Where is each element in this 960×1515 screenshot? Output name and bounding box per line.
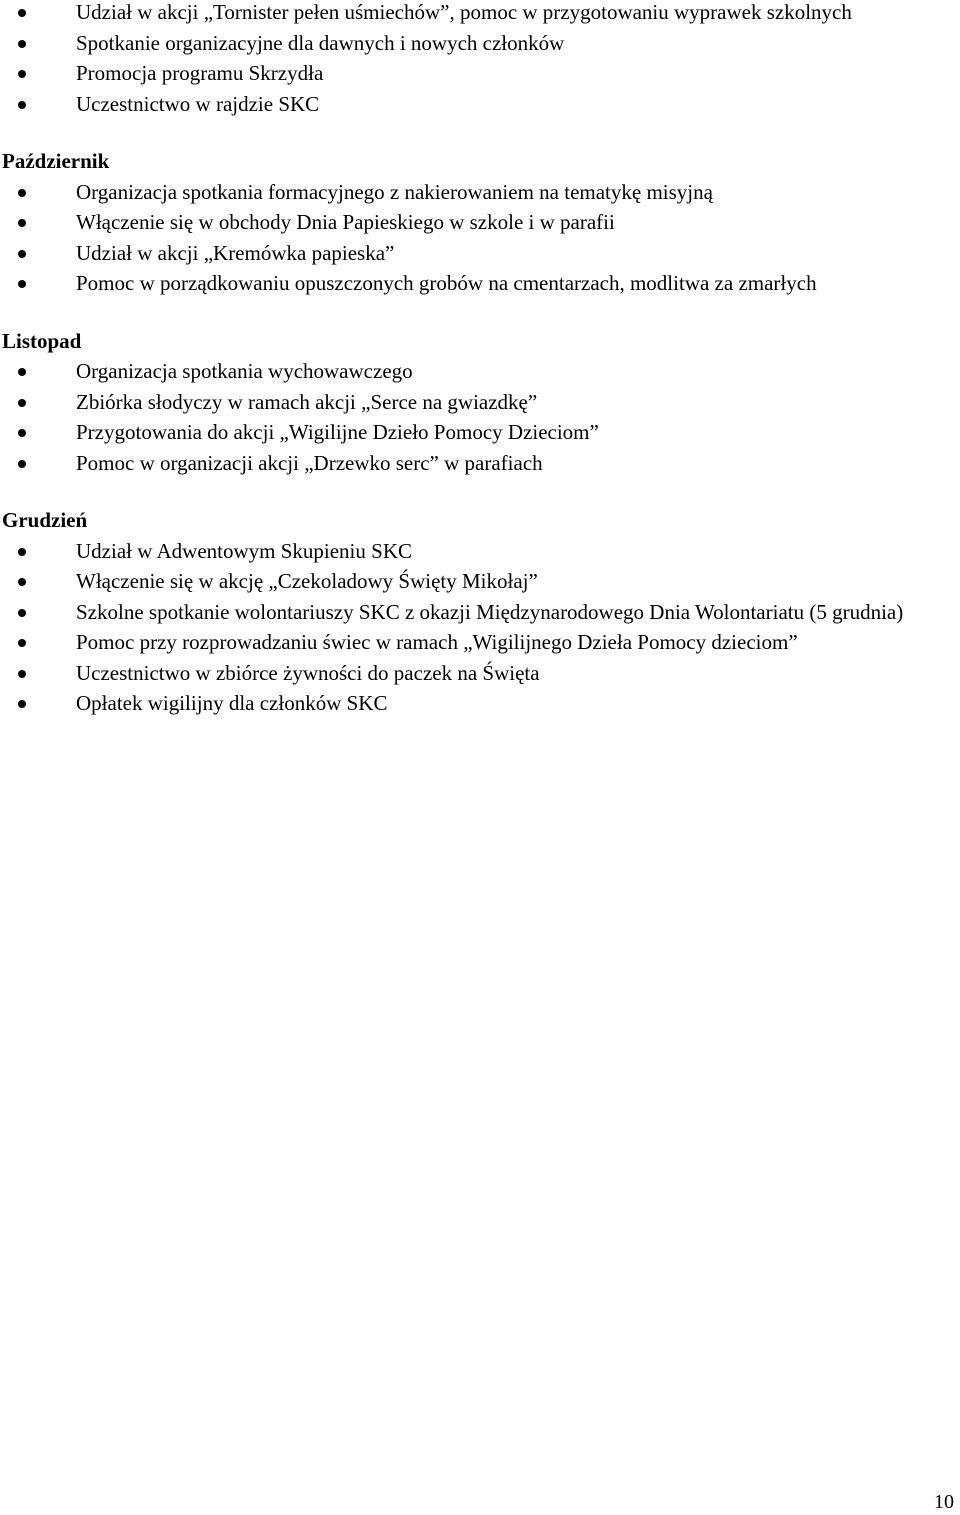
list-item xyxy=(0,58,960,89)
list-item xyxy=(0,207,960,238)
list-item xyxy=(0,356,960,387)
month-heading: Grudzień xyxy=(2,508,88,532)
activity-list xyxy=(0,356,960,478)
page-number: 10 xyxy=(934,1491,954,1513)
list-item-text: Organizacja spotkania formacyjnego z nakierowaniem na tematykę misyjną xyxy=(76,179,713,204)
month-heading: Listopad xyxy=(2,328,82,353)
bullet-icon xyxy=(18,250,26,258)
list-item xyxy=(0,177,960,208)
month-section-listopad xyxy=(0,326,960,479)
bullet-icon xyxy=(18,399,26,407)
list-item xyxy=(0,28,960,59)
list-item xyxy=(0,238,960,269)
list-item xyxy=(0,268,960,299)
bullet-icon xyxy=(18,460,26,468)
bullet-icon xyxy=(18,101,26,109)
list-item xyxy=(0,536,960,567)
list-item-text: Szkolne spotkanie wolontariuszy SKC z okazji Międzynarodowego Dnia Wolontariatu (5 grudnia) xyxy=(76,599,904,624)
month-section-pazdziernik xyxy=(0,146,960,299)
bullet-icon xyxy=(18,578,26,586)
list-item-text: Uczestnictwo w rajdzie SKC xyxy=(76,91,320,116)
bullet-icon xyxy=(18,670,26,678)
bullet-icon xyxy=(18,548,26,556)
bullet-icon xyxy=(18,9,26,17)
bullet-icon xyxy=(18,189,26,197)
list-item xyxy=(0,89,960,120)
list-item xyxy=(0,688,960,719)
bullet-icon xyxy=(18,70,26,78)
list-item xyxy=(0,566,960,597)
list-item xyxy=(0,417,960,448)
list-item-text: Udział w akcji „Tornister pełen uśmiechów”, pomoc w przygotowaniu wyprawek szkolnych xyxy=(76,0,852,24)
list-item xyxy=(0,448,960,479)
bullet-icon xyxy=(18,609,26,617)
list-item-text: Pomoc w organizacji akcji „Drzewko serc” w parafiach xyxy=(76,450,543,475)
list-item-text: Włączenie się w akcję „Czekoladowy Święty Mikołaj” xyxy=(76,569,538,593)
list-item xyxy=(0,658,960,689)
list-item-text: Pomoc przy rozprowadzaniu świec w ramach „Wigilijnego Dzieła Pomocy dzieciom” xyxy=(76,630,798,654)
month-heading: Październik xyxy=(2,149,110,173)
activity-list xyxy=(0,177,960,299)
list-item-text: Zbiórka słodyczy w ramach akcji „Serce na gwiazdkę” xyxy=(76,389,538,414)
list-item-text: Opłatek wigilijny dla członków SKC xyxy=(76,691,388,715)
sections-container xyxy=(0,0,960,719)
bullet-icon xyxy=(18,368,26,376)
list-item-text: Organizacja spotkania wychowawczego xyxy=(76,359,413,383)
bullet-icon xyxy=(18,280,26,288)
document-page xyxy=(0,0,960,719)
list-item xyxy=(0,627,960,658)
list-item-text: Uczestnictwo w zbiórce żywności do paczek na Święta xyxy=(76,660,540,685)
list-item-text: Pomoc w porządkowaniu opuszczonych grobów na cmentarzach, modlitwa za zmarłych xyxy=(76,271,817,295)
list-item-text: Przygotowania do akcji „Wigilijne Dzieło Pomocy Dzieciom” xyxy=(76,420,599,444)
bullet-icon xyxy=(18,219,26,227)
activity-list xyxy=(0,0,960,119)
list-item xyxy=(0,597,960,628)
list-item xyxy=(0,387,960,418)
bullet-icon xyxy=(18,40,26,48)
bullet-icon xyxy=(18,429,26,437)
month-section-continued xyxy=(0,0,960,119)
bullet-icon xyxy=(18,639,26,647)
list-item xyxy=(0,0,960,28)
bullet-icon xyxy=(18,700,26,708)
list-item-text: Spotkanie organizacyjne dla dawnych i nowych członków xyxy=(76,30,565,55)
activity-list xyxy=(0,536,960,719)
list-item-text: Udział w Adwentowym Skupieniu SKC xyxy=(76,538,412,563)
list-item-text: Promocja programu Skrzydła xyxy=(76,61,324,85)
list-item-text: Udział w akcji „Kremówka papieska” xyxy=(76,240,395,265)
month-section-grudzien xyxy=(0,505,960,719)
list-item-text: Włączenie się w obchody Dnia Papieskiego w szkole i w parafii xyxy=(76,210,615,234)
